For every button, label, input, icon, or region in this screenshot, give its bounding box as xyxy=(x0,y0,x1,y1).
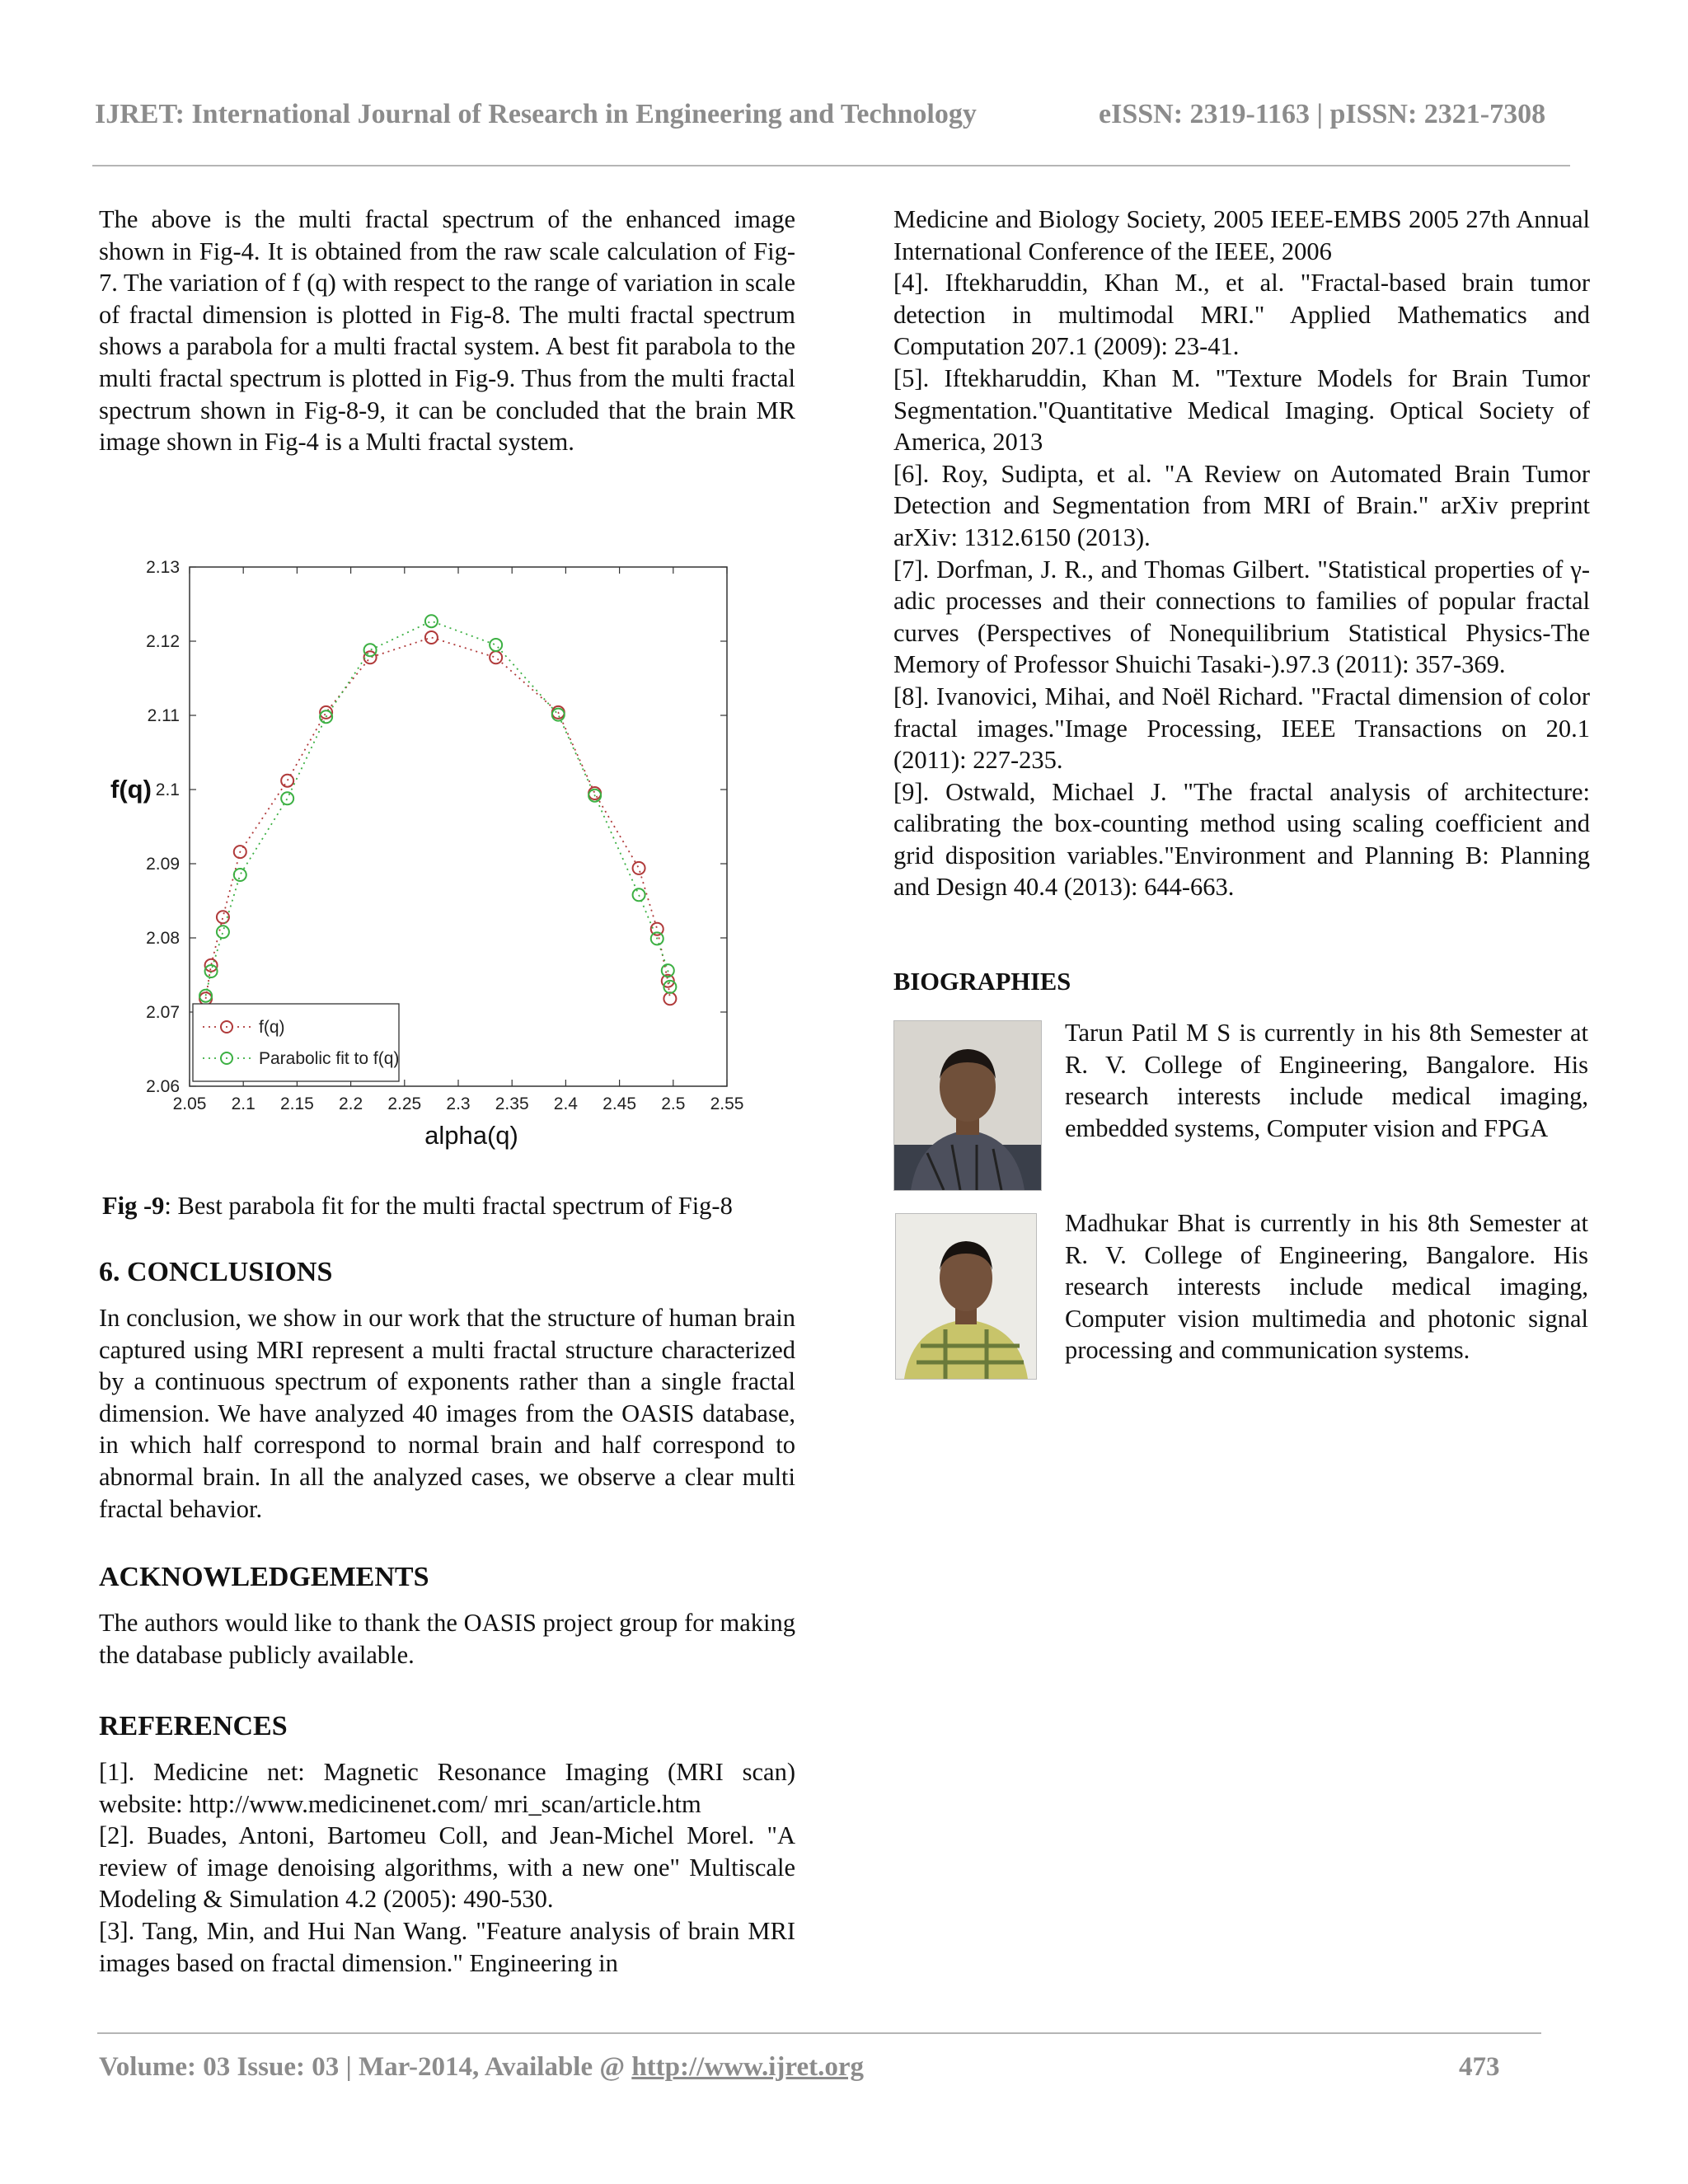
conclusions-section xyxy=(99,1256,795,1525)
person-icon xyxy=(894,1021,1041,1190)
reference-item: [2]. Buades, Antoni, Bartomeu Coll, and Jean-Michel Morel. "A review of image denoising algorithms, with a new one" Multiscale Modeling & Simulation 4.2 (2005): 490-530. xyxy=(99,1821,795,1914)
x-tick-label: 2.1 xyxy=(231,1094,256,1113)
author-bio-2 xyxy=(1065,1207,1588,1366)
reference-item: [8]. Ivanovici, Mihai, and Noël Richard. "Fractal dimension of color fractal images."Image Processing, IEEE Transactions on 20.1 (2011): 227-235. xyxy=(893,682,1590,775)
conclusions-heading: 6. CONCLUSIONS xyxy=(99,1257,333,1287)
x-tick-label: 2.55 xyxy=(710,1094,744,1113)
reference-item: [9]. Ostwald, Michael J. "The fractal analysis of architecture: calibrating the box-counting method using scaling coefficient and grid disposition variables."Environment and Planning B: Planning and Design 40.4 (2013): 644-663. xyxy=(893,777,1590,902)
issn-info: eISSN: 2319-1163 | pISSN: 2321-7308 xyxy=(1099,99,1546,129)
author-photo-1 xyxy=(893,1020,1042,1191)
x-tick-label: 2.5 xyxy=(661,1094,686,1113)
y-tick-label: 2.12 xyxy=(146,632,180,651)
caption-label: Fig -9 xyxy=(102,1192,165,1220)
reference-item: [1]. Medicine net: Magnetic Resonance Imaging (MRI scan) website: http://www.medicinenet.com/ mri_scan/article.htm xyxy=(99,1758,795,1818)
references-list-right xyxy=(893,204,1590,903)
reference-item: [5]. Iftekharuddin, Khan M. "Texture Models for Brain Tumor Segmentation."Quantitative Medical Imaging. Optical Society of America, 2013 xyxy=(893,363,1590,457)
biographies-heading: BIOGRAPHIES xyxy=(893,968,1071,996)
caption-text: : Best parabola fit for the multi fractal spectrum of Fig-8 xyxy=(164,1192,733,1220)
y-tick-label: 2.11 xyxy=(147,706,180,725)
acknowledgements-heading: ACKNOWLEDGEMENTS xyxy=(99,1562,429,1592)
reference-item: [3]. Tang, Min, and Hui Nan Wang. "Feature analysis of brain MRI images based on fractal dimension." Engineering in xyxy=(99,1916,795,1977)
author-photo-2 xyxy=(895,1213,1037,1380)
reference-item: [4]. Iftekharuddin, Khan M., et al. "Fractal-based brain tumor detection in multimodal MRI." Applied Mathematics and Computation 207.1 (2009): 23-41. xyxy=(893,269,1590,361)
journal-link[interactable]: http://www.ijret.org xyxy=(631,2052,864,2082)
running-footer xyxy=(99,2052,1517,2083)
y-axis-label: f(q) xyxy=(110,775,152,804)
legend-label: Parabolic fit to f(q) xyxy=(259,1049,400,1068)
footer-rule xyxy=(97,2032,1541,2034)
page-number: 473 xyxy=(1459,2052,1500,2082)
y-tick-label: 2.1 xyxy=(155,780,180,799)
footer-volume: Volume: 03 Issue: 03 | Mar-2014, Available @ xyxy=(99,2052,632,2082)
y-tick-label: 2.09 xyxy=(146,855,180,874)
bio-paragraph: Madhukar Bhat is currently in his 8th Semester at R. V. College of Engineering, Bangalore. His research interests include medical imaging, Computer vision multimedia and photonic signal processing and communication systems. xyxy=(1065,1209,1588,1365)
x-tick-label: 2.4 xyxy=(553,1094,579,1113)
intro-paragraph: The above is the multi fractal spectrum of the enhanced image shown in Fig-4. It is obtained from the raw scale calculation of Fig-7. The variation of f (q) with respect to the range of variation in scale of fractal dimension is plotted in Fig-8. The multi fractal spectrum shows a parabola for a multi fractal system. A best fit parabola to the multi fractal spectrum is plotted in Fig-9. Thus from the multi fractal spectrum shown in Fig-8-9, it can be concluded that the brain MR image shown in Fig-4 is a Multi fractal system. xyxy=(99,205,795,457)
acknowledgements-paragraph: The authors would like to thank the OASIS project group for making the database publicly available. xyxy=(99,1609,795,1669)
reference-item: [7]. Dorfman, J. R., and Thomas Gilbert. "Statistical properties of γ-adic processes and their connections to families of popular fractal curves (Perspectives of Nonequilibrium Statistical Physics-The Memory of Professor Shuichi Tasaki-).97.3 (2011): 357-369. xyxy=(893,555,1590,679)
references-heading: REFERENCES xyxy=(99,1711,288,1741)
references-section xyxy=(99,1710,795,1979)
x-tick-label: 2.45 xyxy=(603,1094,637,1113)
conclusions-paragraph: In conclusion, we show in our work that the structure of human brain captured using MRI represent a multi fractal structure characterized by a continuous spectrum of exponents rather than a single fractal dimension. We have analyzed 40 images from the OASIS database, in which half correspond to normal brain and half correspond to abnormal brain. In all the analyzed cases, we observe a clear multi fractal behavior. xyxy=(99,1304,795,1523)
y-tick-label: 2.08 xyxy=(146,929,180,948)
left-column xyxy=(99,204,795,458)
y-tick-label: 2.07 xyxy=(146,1003,180,1022)
figure-9-chart xyxy=(99,544,795,1154)
y-tick-label: 2.13 xyxy=(146,558,180,577)
x-tick-label: 2.35 xyxy=(495,1094,529,1113)
x-tick-label: 2.05 xyxy=(172,1094,207,1113)
x-tick-label: 2.25 xyxy=(387,1094,422,1113)
journal-name: IJRET: International Journal of Research in Engineering and Technology xyxy=(95,99,977,129)
x-tick-label: 2.15 xyxy=(279,1094,314,1113)
legend-label: f(q) xyxy=(259,1018,285,1037)
x-tick-label: 2.3 xyxy=(446,1094,471,1113)
legend-box xyxy=(193,1004,399,1081)
author-bio-1 xyxy=(1065,1017,1588,1144)
acknowledgements-section xyxy=(99,1561,795,1671)
header-rule xyxy=(92,165,1570,166)
reference-item: Medicine and Biology Society, 2005 IEEE-EMBS 2005 27th Annual International Conference of the IEEE, 2006 xyxy=(893,205,1590,265)
chart-svg xyxy=(99,544,795,1154)
reference-item: [6]. Roy, Sudipta, et al. "A Review on Automated Brain Tumor Detection and Segmentation from MRI of Brain." arXiv preprint arXiv: 1312.6150 (2013). xyxy=(893,459,1590,551)
y-tick-label: 2.06 xyxy=(146,1077,180,1096)
bio-paragraph: Tarun Patil M S is currently in his 8th Semester at R. V. College of Engineering, Bangalore. His research interests include medical imaging, embedded systems, Computer vision and FPGA xyxy=(1065,1019,1588,1142)
figure-caption xyxy=(102,1192,733,1221)
x-tick-label: 2.2 xyxy=(338,1094,363,1113)
person-icon xyxy=(896,1214,1036,1379)
x-axis-label: alpha(q) xyxy=(424,1121,518,1150)
references-list-left xyxy=(99,1756,795,1979)
